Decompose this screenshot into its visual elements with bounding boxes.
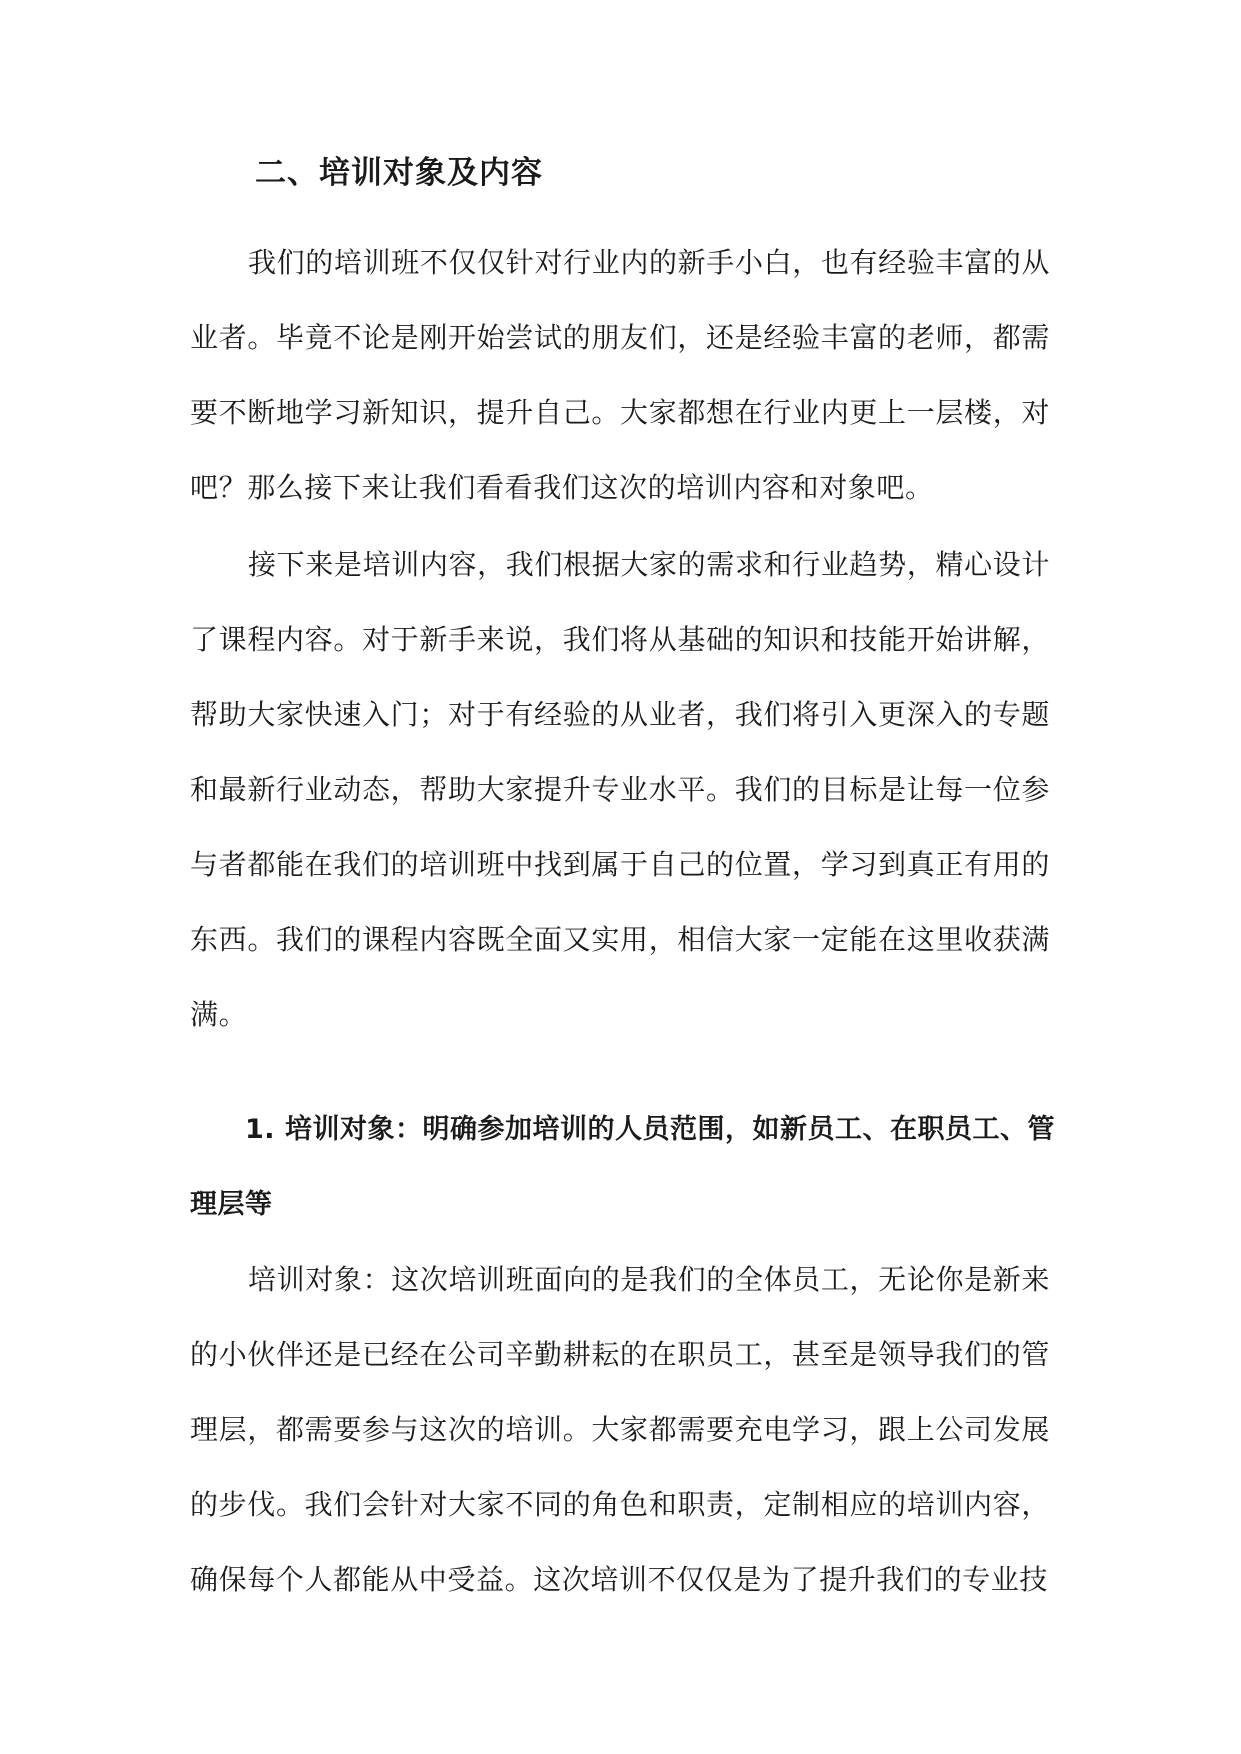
- section-title: 二、培训对象及内容: [255, 155, 543, 191]
- intro-paragraph: 我们的培训班不仅仅针对行业内的新手小白，也有经验丰富的从业者。毕竟不论是刚开始尝试的朋友们，还是经验丰富的老师，都需要不断地学习新知识，提升自己。大家都想在行业内更上一层楼，对吧？那么接下来让我们看看我们这次的培训内容和对象吧。: [190, 246, 1050, 504]
- content-paragraph: 接下来是培训内容，我们根据大家的需求和行业趋势，精心设计了课程内容。对于新手来说，我们将从基础的知识和技能开始讲解，帮助大家快速入门；对于有经验的从业者，我们将引入更深入的专题和最新行业动态，帮助大家提升专业水平。我们的目标是让每一位参与者都能在我们的培训班中找到属于自己的位置，学习到真正有用的东西。我们的课程内容既全面又实用，相信大家一定能在这里收获满满。: [190, 548, 1050, 1031]
- subsection-body-paragraph: 培训对象：这次培训班面向的是我们的全体员工，无论你是新来的小伙伴还是已经在公司辛勤耕耘的在职员工，甚至是领导我们的管理层，都需要参与这次的培训。大家都需要充电学习，跟上公司发展的步伐。我们会针对大家不同的角色和职责，定制相应的培训内容，确保每个人都能从中受益。这次培训不仅仅是为了提升我们的专业技: [190, 1263, 1050, 1596]
- subsection-heading: 1. 培训对象：明确参加培训的人员范围，如新员工、在职员工、管理层等: [190, 1114, 1055, 1220]
